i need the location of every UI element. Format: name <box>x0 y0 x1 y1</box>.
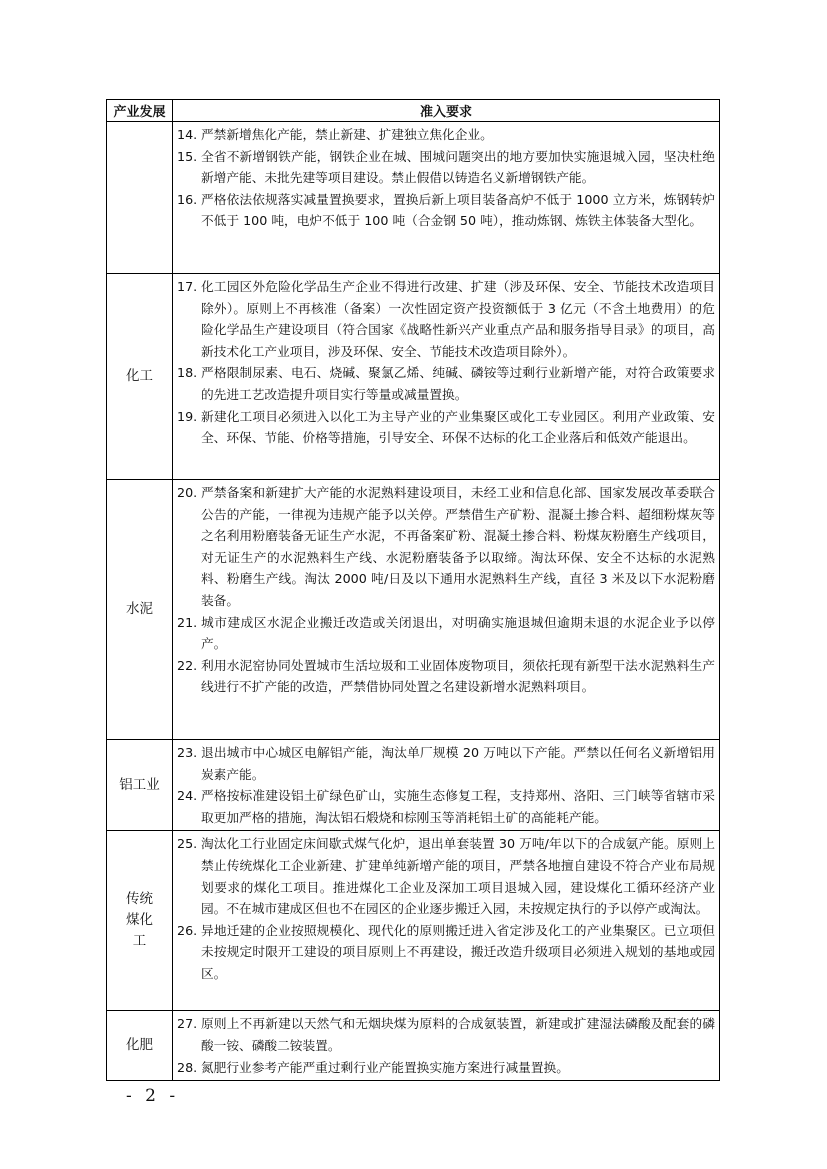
requirement-item <box>177 406 715 449</box>
item-number: 18. <box>177 365 198 381</box>
item-text: 化工园区外危险化学品生产企业不得进行改建、扩建（涉及环保、安全、节能技术改造项目除外）。原则上不再核准（备案）一次性固定资产投资额低于 3 亿元（不含土地费用）的危险化学品生产建设项目（符合国家《战略性新兴产业重点产品和服务指导目录》的项目，高新技术化工产业项目，涉及环保、安全、节能技术改造项目除外）。 <box>201 279 715 359</box>
category-cell: 传统煤化工 <box>107 831 173 1011</box>
page-number: - 2 - <box>126 1086 180 1106</box>
item-text: 严格限制尿素、电石、烧碱、聚氯乙烯、纯碱、磷铵等过剩行业新增产能，对符合政策要求的先进工艺改造提升项目实行等量或减量置换。 <box>201 365 715 402</box>
table-row <box>107 122 720 274</box>
item-number: 22. <box>177 657 198 673</box>
header-requirements: 准入要求 <box>173 100 720 122</box>
item-text: 氮肥行业参考产能严重过剩行业产能置换实施方案进行减量置换。 <box>201 1059 569 1075</box>
item-number: 20. <box>177 485 198 500</box>
item-number: 21. <box>177 614 198 630</box>
requirement-item <box>177 124 715 146</box>
requirements-cell <box>173 831 720 1011</box>
requirements-cell <box>173 480 720 740</box>
requirements-table <box>106 99 720 1081</box>
table-row <box>107 274 720 480</box>
requirement-item <box>177 920 715 985</box>
requirements-cell <box>173 740 720 831</box>
item-text: 新建化工项目必须进入以化工为主导产业的产业集聚区或化工专业园区。利用产业政策、安全、环保、节能、价格等措施，引导安全、环保不达标的化工企业落后和低效产能退出。 <box>201 408 715 446</box>
requirement-item <box>177 362 715 405</box>
item-number: 16. <box>177 191 198 207</box>
table-row <box>107 1011 720 1081</box>
category-cell: 水泥 <box>107 480 173 740</box>
item-text: 严禁新增焦化产能，禁止新建、扩建独立焦化企业。 <box>201 127 493 142</box>
item-number: 15. <box>177 148 198 164</box>
requirement-item <box>177 482 715 612</box>
table-header-row <box>107 100 720 122</box>
item-number: 23. <box>177 745 198 760</box>
category-cell: 铝工业 <box>107 740 173 831</box>
requirement-item <box>177 655 715 698</box>
item-number: 19. <box>177 408 198 424</box>
table-row <box>107 480 720 740</box>
requirement-item <box>177 612 715 655</box>
requirement-item <box>177 146 715 189</box>
requirement-item <box>177 1013 715 1056</box>
item-number: 17. <box>177 279 198 294</box>
item-text: 淘汰化工行业固定床间歇式煤气化炉，退出单套装置 30 万吨/年以下的合成氨产能。原则上禁止传统煤化工企业新建、扩建单纯新增产能的项目，严禁各地擅自建设不符合产业布局规划要求的煤化工项目。推进煤化工企业及深加工项目退城入园，建设煤化工循环经济产业园。不在城市建成区但也不在园区的企业逐步搬迁入园，未按规定执行的予以停产或淘汰。 <box>201 836 715 917</box>
item-text: 严格按标准建设铝土矿绿色矿山，实施生态修复工程，支持郑州、洛阳、三门峡等省辖市采取更加严格的措施，淘汰铝石煅烧和棕刚玉等消耗铝土矿的高能耗产能。 <box>201 788 715 825</box>
category-cell <box>107 122 173 274</box>
requirement-item <box>177 189 715 232</box>
item-text: 异地迁建的企业按照规模化、现代化的原则搬迁进入省定涉及化工的产业集聚区。已立项但未按规定时限开工建设的项目原则上不再建设，搬迁改造升级项目必须进入规划的基地或园区。 <box>201 922 715 981</box>
item-number: 28. <box>177 1059 198 1075</box>
item-number: 24. <box>177 788 198 804</box>
category-cell: 化肥 <box>107 1011 173 1081</box>
header-industry: 产业发展 <box>107 100 173 122</box>
table-row <box>107 831 720 1011</box>
item-text: 原则上不再新建以天然气和无烟块煤为原料的合成氨装置，新建或扩建湿法磷酸及配套的磷酸一铵、磷酸二铵装置。 <box>201 1016 715 1053</box>
item-number: 25. <box>177 836 198 852</box>
requirement-item <box>177 276 715 362</box>
item-text: 利用水泥窑协同处置城市生活垃圾和工业固体废物项目，须依托现有新型干法水泥熟料生产线进行不扩产能的改造，严禁借协同处置之名建设新增水泥熟料项目。 <box>201 657 715 695</box>
requirements-cell <box>173 274 720 480</box>
requirements-cell <box>173 122 720 274</box>
category-cell: 化工 <box>107 274 173 480</box>
item-text: 全省不新增钢铁产能，钢铁企业在城、围城问题突出的地方要加快实施退城入园，坚决杜绝新增产能、未批先建等项目建设。禁止假借以铸造名义新增钢铁产能。 <box>201 148 715 186</box>
requirement-item <box>177 833 715 919</box>
item-text: 严格依法依规落实减量置换要求，置换后新上项目装备高炉不低于 1000 立方米，炼钢转炉不低于 100 吨，电炉不低于 100 吨（合金钢 50 吨），推动炼钢、炼铁主体装备大型化。 <box>201 191 715 229</box>
item-text: 退出城市中心城区电解铝产能，淘汰单厂规模 20 万吨以下产能。严禁以任何名义新增铝用炭素产能。 <box>201 745 715 782</box>
requirements-cell <box>173 1011 720 1081</box>
item-text: 严禁备案和新建扩大产能的水泥熟料建设项目，未经工业和信息化部、国家发展改革委联合公告的产能，一律视为违规产能予以关停。严禁借生产矿粉、混凝土掺合料、超细粉煤灰等之名利用粉磨装备无证生产水泥，不再备案矿粉、混凝土掺合料、粉煤灰粉磨生产线项目，对无证生产的水泥熟料生产线、水泥粉磨装备予以取缔。淘汰环保、安全不达标的水泥熟料、粉磨生产线。淘汰 2000 吨/日及以下通用水泥熟料生产线，直径 3 米及以下水泥粉磨装备。 <box>201 485 715 608</box>
requirement-item <box>177 785 715 828</box>
requirement-item <box>177 742 715 785</box>
requirement-item <box>177 1057 715 1079</box>
item-text: 城市建成区水泥企业搬迁改造或关闭退出，对明确实施退城但逾期未退的水泥企业予以停产。 <box>201 614 715 652</box>
item-number: 14. <box>177 127 198 142</box>
table-row <box>107 740 720 831</box>
item-number: 27. <box>177 1016 198 1032</box>
item-number: 26. <box>177 922 198 938</box>
